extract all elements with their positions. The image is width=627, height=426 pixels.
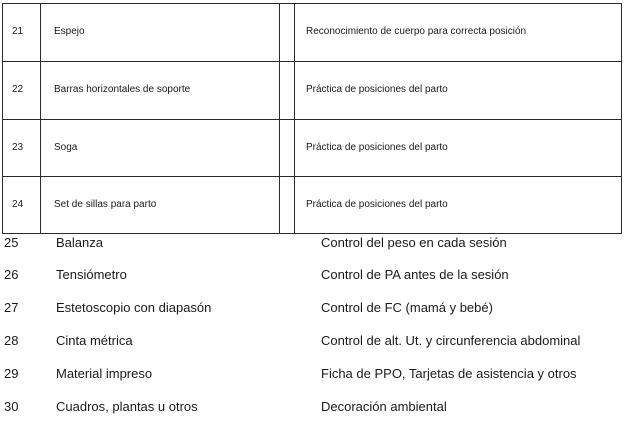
list-item — [0, 333, 627, 353]
item-name: Material impreso — [56, 366, 153, 381]
row-number: 28 — [4, 333, 19, 348]
table-row-divider — [2, 61, 622, 62]
table-row-divider — [2, 119, 622, 120]
item-name: Balanza — [56, 235, 103, 250]
row-number: 27 — [4, 300, 19, 315]
row-number: 29 — [4, 366, 19, 381]
table-column-divider — [294, 3, 295, 234]
item-use: Control del peso en cada sesión — [321, 235, 507, 250]
equipment-table-bordered — [2, 3, 622, 234]
list-item — [0, 300, 627, 320]
item-use: Control de alt. Ut. y circunferencia abdominal — [321, 333, 581, 348]
table-border-left — [2, 3, 3, 234]
item-use: Control de FC (mamá y bebé) — [321, 300, 493, 315]
table-border-bottom — [2, 233, 622, 234]
table-border-top — [2, 3, 622, 4]
item-name: Estetoscopio con diapasón — [56, 300, 212, 315]
list-item — [0, 235, 627, 255]
row-number: 23 — [12, 142, 24, 153]
item-name: Cuadros, plantas u otros — [56, 399, 198, 414]
item-use: Práctica de posiciones del parto — [306, 84, 448, 95]
row-number: 21 — [12, 26, 24, 37]
list-item — [0, 267, 627, 287]
item-use: Ficha de PPO, Tarjetas de asistencia y otros — [321, 366, 577, 381]
list-item — [0, 366, 627, 386]
row-number: 30 — [4, 399, 19, 414]
item-use: Control de PA antes de la sesión — [321, 267, 509, 282]
table-border-right — [621, 3, 622, 234]
table-column-divider — [40, 3, 41, 234]
item-name: Soga — [54, 142, 78, 153]
item-name: Set de sillas para parto — [54, 199, 157, 210]
list-item — [0, 399, 627, 419]
item-use: Práctica de posiciones del parto — [306, 142, 448, 153]
item-use: Reconocimiento de cuerpo para correcta posición — [306, 26, 527, 37]
row-number: 22 — [12, 84, 24, 95]
row-number: 25 — [4, 235, 19, 250]
table-row-divider — [2, 176, 622, 177]
item-name: Tensiómetro — [56, 267, 127, 282]
item-use: Decoración ambiental — [321, 399, 447, 414]
item-name: Espejo — [54, 26, 85, 37]
row-number: 26 — [4, 267, 19, 282]
item-name: Barras horizontales de soporte — [54, 84, 191, 95]
row-number: 24 — [12, 199, 24, 210]
item-use: Práctica de posiciones del parto — [306, 199, 448, 210]
item-name: Cinta métrica — [56, 333, 133, 348]
table-column-divider — [279, 3, 280, 234]
